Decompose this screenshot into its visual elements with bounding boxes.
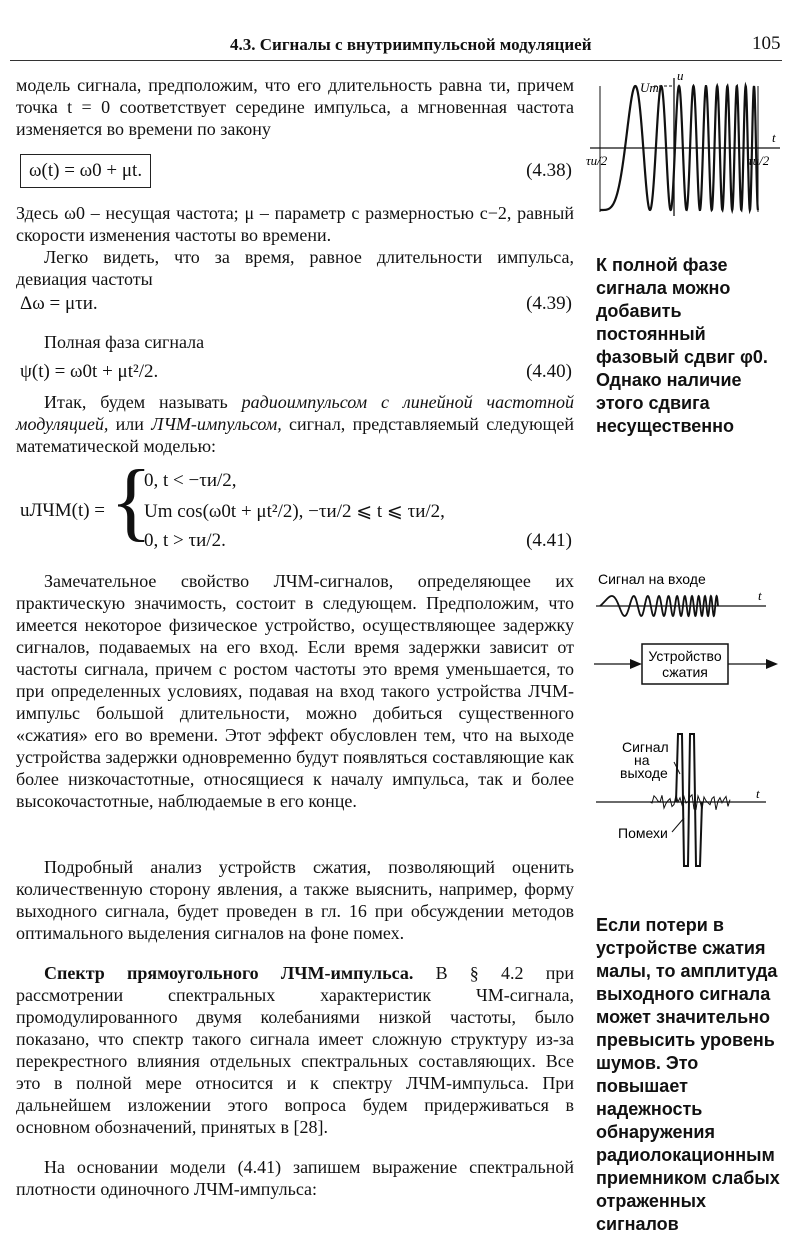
output-label-line1: Сигнал [622, 739, 669, 755]
paragraph-5: Итак, будем называть радиоимпульсом с линейной частотной модуляцией, или ЛЧМ-импульсом, сигнал, представляемый следующей математической моделью: [16, 392, 575, 456]
paragraph-1: модель сигнала, предположим, что его длительность равна τи, причем точка t = 0 соответствует середине импульса, а мгновенная частота изменяется во времени по закону [16, 75, 574, 139]
equation-lhs: uЛЧМ(t) = [20, 500, 106, 521]
paragraph-2: Здесь ω0 – несущая частота; μ – параметр с размерностью с−2, равный скорости изменения частоты во времени. [16, 203, 574, 245]
equation-expr: ψ(t) = ω0t + μt²/2. [20, 361, 159, 382]
equation-number: (4.39) [526, 293, 572, 314]
section-heading: Спектр прямоугольного ЛЧМ-импульса. [44, 963, 414, 983]
equation-4-41 [16, 453, 574, 558]
running-header: 4.3. Сигналы с внутриимпульсной модуляцией [230, 35, 592, 54]
equation-number: (4.41) [526, 530, 572, 551]
output-label-line2: на [634, 752, 650, 768]
u-label: u [677, 68, 684, 83]
equation-number: (4.38) [526, 160, 572, 181]
t-label: t [772, 130, 776, 145]
paragraph-3: Легко видеть, что за время, равное длительности импульса, девиация частоты [16, 247, 574, 289]
header-rule [10, 60, 782, 61]
margin-note-2: Если потери в устройстве сжатия малы, то амплитуда выходного сигнала может значительно превысить уровень шумов. Это повышает надежность обнаружения радиолокационным приемником слабых отраженных сигналов [596, 915, 780, 1234]
noise-label: Помехи [618, 825, 668, 841]
compression-figure [590, 566, 790, 902]
um-label: Um [640, 80, 659, 95]
input-t-label: t [758, 588, 762, 603]
paragraph-4: Полная фаза сигнала [44, 332, 205, 352]
case-1: 0, t < −τи/2, [144, 470, 237, 491]
left-bound-label: τи/2 [586, 153, 608, 168]
output-label-line3: выходе [620, 765, 668, 781]
equation-4-39 [16, 293, 574, 317]
paragraph-8: Спектр прямоугольного ЛЧМ-импульса. В § 4.2 при рассмотрении спектральных характеристик ЧМ-сигнала, промодулированного двумя колебаниями низкой частоты, было показано, что спектр такого сигнала имеет сложную структуру из-за перекрестного влияния отдельных спектральных составляющих. Все это в полной мере относится и к спектру ЛЧМ-импульса. При дальнейшем изложении этого вопроса будем придерживаться в основном обозначений, принятых в [28]. [16, 963, 574, 1137]
paragraph-6: Замечательное свойство ЛЧМ-сигналов, определяющее их практическую значимость, состоит в следующем. Предположим, что имеется некоторое физическое устройство, осуществляющее задержку сигналов, подаваемых на его вход. Если время задержки зависит от частоты сигнала, причем с ростом частоты это время уменьшается, то при определенных условиях, подавая на вход такого устройства ЛЧМ-импульс большой длительности, можно добиться существенного «сжатия» его во времени. Этот эффект обусловлен тем, что на выходе устройства задержки одновременно будут появляться составляющие как более низкочастотные, относящиеся к началу импульса, так и более высокочастотные, наблюдаемые в его конце. [16, 571, 574, 811]
device-label-line1: Устройство [648, 648, 722, 664]
device-label-line2: сжатия [662, 664, 708, 680]
lfm-waveform-figure [586, 66, 786, 226]
input-signal-label: Сигнал на входе [598, 571, 706, 587]
compressed-pulse [676, 734, 702, 866]
case-3: 0, t > τи/2. [144, 530, 226, 551]
page-number: 105 [752, 33, 781, 54]
equation-expr: Δω = μτи. [20, 293, 98, 314]
equation-4-40 [16, 361, 574, 385]
paragraph-7: Подробный анализ устройств сжатия, позволяющий оценить количественную сторону явления, а также выяснить, например, форму выходного сигнала, будет проведен в гл. 16 при обсуждении методов оптимального выделения сигналов на фоне помех. [16, 857, 574, 943]
output-t-label: t [756, 786, 760, 801]
equation-4-38 [16, 154, 574, 188]
paragraph-9: На основании модели (4.41) запишем выражение спектральной плотности одиночного ЛЧМ-импульса: [16, 1157, 574, 1199]
brace: { [110, 453, 153, 550]
arrow-in-head [630, 659, 642, 669]
arrow-out-head [766, 659, 778, 669]
right-bound-label: τи/2 [748, 153, 770, 168]
equation-expr: ω(t) = ω0 + μt. [20, 154, 151, 188]
case-2: Um cos(ω0t + μt²/2), −τи/2 ⩽ t ⩽ τи/2, [144, 501, 445, 522]
equation-number: (4.40) [526, 361, 572, 382]
margin-note-1: К полной фазе сигнала можно добавить постоянный фазовый сдвиг φ0. Однако наличие этого сдвига несущественно [596, 255, 768, 436]
